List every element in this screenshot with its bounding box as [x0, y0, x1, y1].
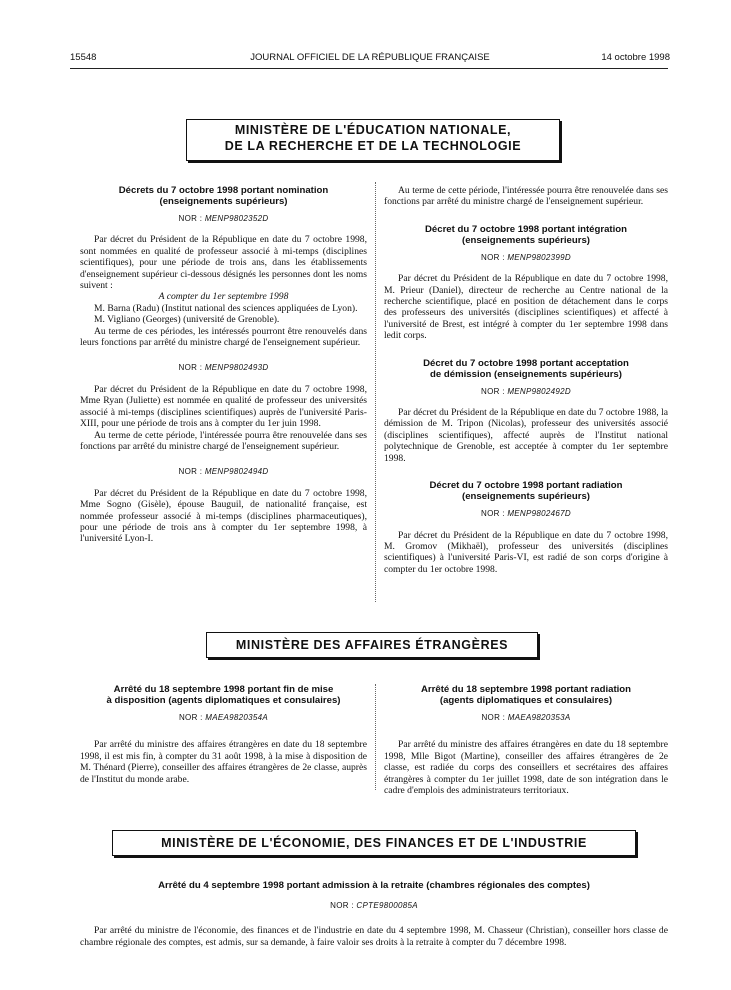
nor-reference — [384, 712, 668, 723]
ministry-education-box — [186, 119, 560, 161]
decree-title-line: (enseignements supérieurs) — [462, 491, 590, 503]
decree-title — [80, 185, 367, 207]
nor-code: MENP9802467D — [507, 509, 571, 519]
right-column-education — [384, 185, 668, 575]
nor-reference — [80, 900, 668, 911]
paragraph: Au terme de ces périodes, les intéressés pourront être renouvelés dans leurs fonctions par arrêté du ministre chargé de l'enseignement supérieur. — [80, 325, 367, 349]
nor-reference — [384, 508, 668, 519]
page-header — [70, 52, 670, 68]
decree-title-line: Décret du 7 octobre 1998 portant intégration — [424, 223, 628, 235]
ministry-education-line2: DE LA RECHERCHE ET DE LA TECHNOLOGIE — [224, 139, 522, 153]
full-width-economy — [80, 880, 668, 948]
nor-code: MENP9802399D — [507, 252, 571, 262]
decree-title-line: Arrêté du 18 septembre 1998 portant radiation — [420, 684, 632, 695]
nor-code: MENP9802494D — [204, 467, 269, 477]
paragraph: Par arrêté du ministre de l'économie, des finances et de l'industrie en date du 4 septembre 1998, M. Chasseur (Christian), conseiller hors classe de chambre régionale des comptes, est admis, sur sa demande, à faire valoir ses droits à la retraite à compter du 7 décembre 1998. — [80, 925, 668, 948]
ministry-economy-box — [112, 830, 636, 856]
decree-title — [384, 684, 668, 706]
nor-code: MENP9802492D — [507, 386, 571, 396]
decree-title — [80, 684, 367, 706]
paragraph: Au terme de cette période, l'intéressée pourra être renouvelée dans ses fonctions par arrêté du ministre chargé de l'enseignement supérieur. — [80, 429, 367, 452]
decree-title — [80, 880, 668, 891]
right-column-foreign-affairs — [384, 684, 668, 796]
decree-title-line: (enseignements supérieurs) — [462, 234, 590, 246]
nor-reference — [80, 466, 367, 477]
nor-reference — [80, 213, 367, 224]
paragraph: Par décret du Président de la République en date du 7 octobre 1998, Mme Ryan (Juliette) est nommée en qualité de professeur des universités associé à mi-temps (disciplines scientifiques) auprès de l'université Paris-XIII, pour une période de trois ans à compter du 1er juin 1998. — [80, 383, 367, 430]
left-column-foreign-affairs — [80, 684, 367, 785]
ministry-foreign-affairs-box — [206, 632, 538, 658]
nor-label: NOR : — [481, 386, 505, 396]
paragraph: Par décret du Président de la République en date du 7 octobre 1998, M. Gromov (Mikhaël), professeur des universités (disciplines scientifiques) à l'université Paris-VI, est radié de son corps d'origine à compter du 1er octobre 1998. — [384, 529, 668, 575]
paragraph: Par décret du Président de la République en date du 7 octobre 1998, Mme Sogno (Gisèle), épouse Bauguil, de nationalité française, est nommée professeur associé à mi-temps (disciplines pharmaceutiques), pour une période de trois ans à compter du 1er septembre 1998, à l'université Lyon-I. — [80, 487, 367, 545]
nor-label: NOR : — [481, 713, 506, 722]
paragraph: Par décret du Président de la République en date du 7 octobre 1988, la démission de M. Tripon (Nicolas), professeur des universités associé (disciplines scientifiques), affecté auprès de l'Institut national polytechnique de Grenoble, est acceptée à compter du 1er septembre 1998. — [384, 407, 668, 464]
left-column-education — [80, 185, 367, 545]
header-rule — [70, 68, 668, 69]
nor-reference — [384, 386, 668, 397]
nor-code: MAEA9820353A — [507, 713, 571, 722]
decree-title — [384, 224, 668, 246]
paragraph: M. Vigliano (Georges) (université de Grenoble). — [94, 314, 280, 326]
nor-label: NOR : — [481, 252, 505, 262]
decree-title-line: Décret du 7 octobre 1998 portant acceptation — [423, 357, 629, 369]
nor-label: NOR : — [178, 713, 203, 722]
decree-title-line: Arrêté du 18 septembre 1998 portant fin de mise — [113, 684, 334, 695]
decree-title-line: Décrets du 7 octobre 1998 portant nomination — [118, 185, 329, 196]
paragraph: Par arrêté du ministre des affaires étrangères en date du 18 septembre 1998, Mlle Bigot (Martine), conseiller des affaires étrangères de 2e classe, est radiée du corps des conseillers et secrétaires des affaires étrangères à compter du 1er juillet 1998, date de son intégration dans le cadre d'emplois des administrateurs territoriaux. — [384, 739, 668, 797]
decree-title-line: (enseignements supérieurs) — [159, 196, 288, 207]
paragraph: M. Barna (Radu) (Institut national des sciences appliquées de Lyon). — [94, 302, 358, 314]
nor-code: MENP9802352D — [204, 214, 269, 223]
nor-code: MENP9802493D — [204, 363, 269, 373]
paragraph: Par décret du Président de la République en date du 7 octobre 1998, M. Prieur (Daniel), directeur de recherche au Centre national de la recherche scientifique, placé en position de détachement dans le corps des professeurs des universités (disciplines scientifiques) et affecté à l'université de Brest, est intégré à compter du 1er septembre 1998 dans ledit corps. — [384, 273, 668, 342]
paragraph: Au terme de cette période, l'intéressée pourra être renouvelée dans ses fonctions par arrêté du ministre chargé de l'enseignement supérieur. — [384, 185, 668, 208]
decree-title-line: de démission (enseignements supérieurs) — [430, 368, 622, 380]
decree-title-line: (agents diplomatiques et consulaires) — [439, 695, 613, 706]
page-number: 15548 — [70, 52, 97, 63]
ministry-economy-line1: MINISTÈRE DE L'ÉCONOMIE, DES FINANCES ET DE L'INDUSTRIE — [161, 836, 587, 850]
nor-label: NOR : — [178, 214, 203, 223]
nor-label: NOR : — [481, 509, 505, 519]
effective-date: A compter du 1er septembre 1998 — [158, 291, 289, 303]
decree-title-line: Décret du 7 octobre 1998 portant radiation — [429, 480, 623, 492]
nor-reference — [80, 362, 367, 373]
paragraph: Par arrêté du ministre des affaires étrangères en date du 18 septembre 1998, il est mis fin, à compter du 31 août 1998, à la mise à disposition de M. Thénard (Pierre), conseiller des affaires étrangères de 2e classe, auprès de l'Institut du monde arabe. — [80, 739, 367, 785]
nor-code: MAEA9820354A — [205, 713, 269, 722]
decree-title-line: Arrêté du 4 septembre 1998 portant admission à la retraite (chambres régionales des comptes) — [158, 880, 590, 891]
nor-label: NOR : — [330, 901, 354, 910]
column-separator — [375, 182, 376, 602]
decree-title — [384, 358, 668, 380]
decree-title-line: à disposition (agents diplomatiques et consulaires) — [106, 695, 341, 706]
decree-title — [384, 480, 668, 502]
nor-reference — [80, 712, 367, 723]
nor-label: NOR : — [178, 467, 203, 477]
journal-title: JOURNAL OFFICIEL DE LA RÉPUBLIQUE FRANÇAISE — [250, 52, 490, 63]
ministry-foreign-affairs-line1: MINISTÈRE DES AFFAIRES ÉTRANGÈRES — [235, 638, 509, 652]
issue-date: 14 octobre 1998 — [601, 52, 670, 63]
column-separator — [375, 684, 376, 790]
nor-label: NOR : — [178, 363, 203, 373]
paragraph: Par décret du Président de la République en date du 7 octobre 1998, sont nommées en qualité de professeur associé à mi-temps (disciplines scientifiques), pour une période de trois ans, dans les établissements d'enseignement supérieur ci-dessous désignés les personnes dont les noms suivent : — [80, 234, 367, 292]
nor-code: CPTE9800085A — [356, 901, 418, 910]
ministry-education-line1: MINISTÈRE DE L'ÉDUCATION NATIONALE, — [234, 123, 512, 137]
nor-reference — [384, 252, 668, 263]
